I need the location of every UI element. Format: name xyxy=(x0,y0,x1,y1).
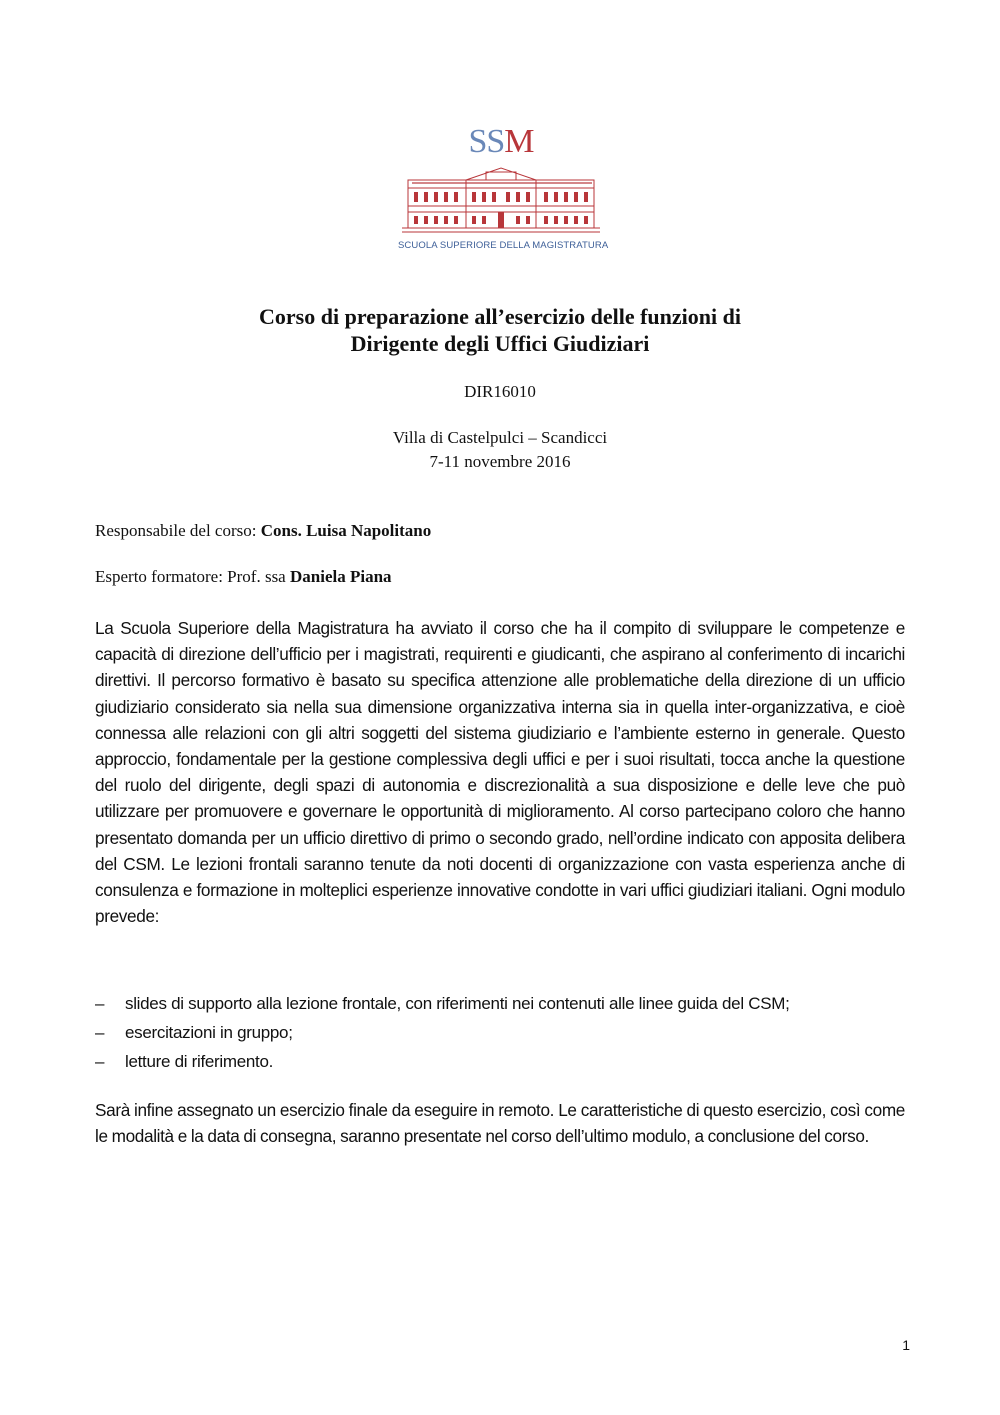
responsible-label: Responsabile del corso: xyxy=(95,521,261,540)
ssm-logo-caption: SCUOLA SUPERIORE DELLA MAGISTRATURA xyxy=(398,240,609,251)
course-dates: 7-11 novembre 2016 xyxy=(429,452,571,471)
intro-paragraph: La Scuola Superiore della Magistratura ha avviato il corso che ha il compito di sviluppare le competenze e capacità di direzione dell’ufficio per i magistrati, requirenti e giudicanti, che aspirano al conferimento di incarichi direttivi. Il percorso formativo è basato su specifica attenzione alle problematiche della direzione di un ufficio giudiziario considerato sia nella sua dimensione organizzativa interna sia in quella inter-organizzativa, e cioè connessa alle relazioni con gli altri soggetti del sistema giudiziario e l’ambiente esterno in generale. Questo approccio, fondamentale per la gestione complessiva degli uffici e per i suoi risultati, tocca anche la questione del ruolo del dirigente, degli spazi di autonomia e discrezionalità a sua disposizione e delle leve che può utilizzare per promuovere e governare le opportunità di miglioramento. Al corso partecipano coloro che hanno presentato domanda per un ufficio direttivo di primo o secondo grado, nell’ordine indicato con apposita delibera del CSM. Le lezioni frontali saranno tenute da noti docenti di organizzazione con vasta esperienza anche di consulenza e formazione in molteplici esperienze innovative condotte in vari uffici giudiziari italiani. Ogni modulo prevede: xyxy=(95,618,905,927)
course-responsible xyxy=(95,520,431,542)
course-title-line-2: Dirigente degli Uffici Giudiziari xyxy=(350,331,650,356)
ssm-logo-letters: SSM xyxy=(468,123,534,160)
course-title-line-1: Corso di preparazione all’esercizio delle funzioni di xyxy=(259,304,741,329)
responsible-name: Cons. Luisa Napolitano xyxy=(260,521,432,540)
bullet-dash: – xyxy=(95,994,105,1013)
list-item: – letture di riferimento. xyxy=(95,1047,790,1076)
page-number: 1 xyxy=(902,1337,910,1353)
bullet-dash: – xyxy=(95,1052,105,1071)
list-item: – esercitazioni in gruppo; xyxy=(95,1018,790,1047)
course-code: DIR16010 xyxy=(464,382,536,401)
expert-label: Esperto formatore: Prof. ssa xyxy=(95,567,290,586)
course-expert xyxy=(95,566,392,588)
expert-name: Daniela Piana xyxy=(289,567,392,586)
ssm-logo xyxy=(398,118,609,264)
villa-building-icon xyxy=(402,166,600,236)
bullet-dash: – xyxy=(95,1023,105,1042)
course-location: Villa di Castelpulci – Scandicci xyxy=(392,428,608,447)
list-item: – slides di supporto alla lezione frontale, con riferimenti nei contenuti alle linee guida del CSM; xyxy=(95,989,790,1018)
closing-paragraph: Sarà infine assegnato un esercizio finale da eseguire in remoto. Le caratteristiche di questo esercizio, così come le modalità e la data di consegna, saranno presentate nel corso dell’ultimo modulo, a conclusione del corso. xyxy=(95,1100,905,1147)
module-contents-list xyxy=(95,989,790,1076)
